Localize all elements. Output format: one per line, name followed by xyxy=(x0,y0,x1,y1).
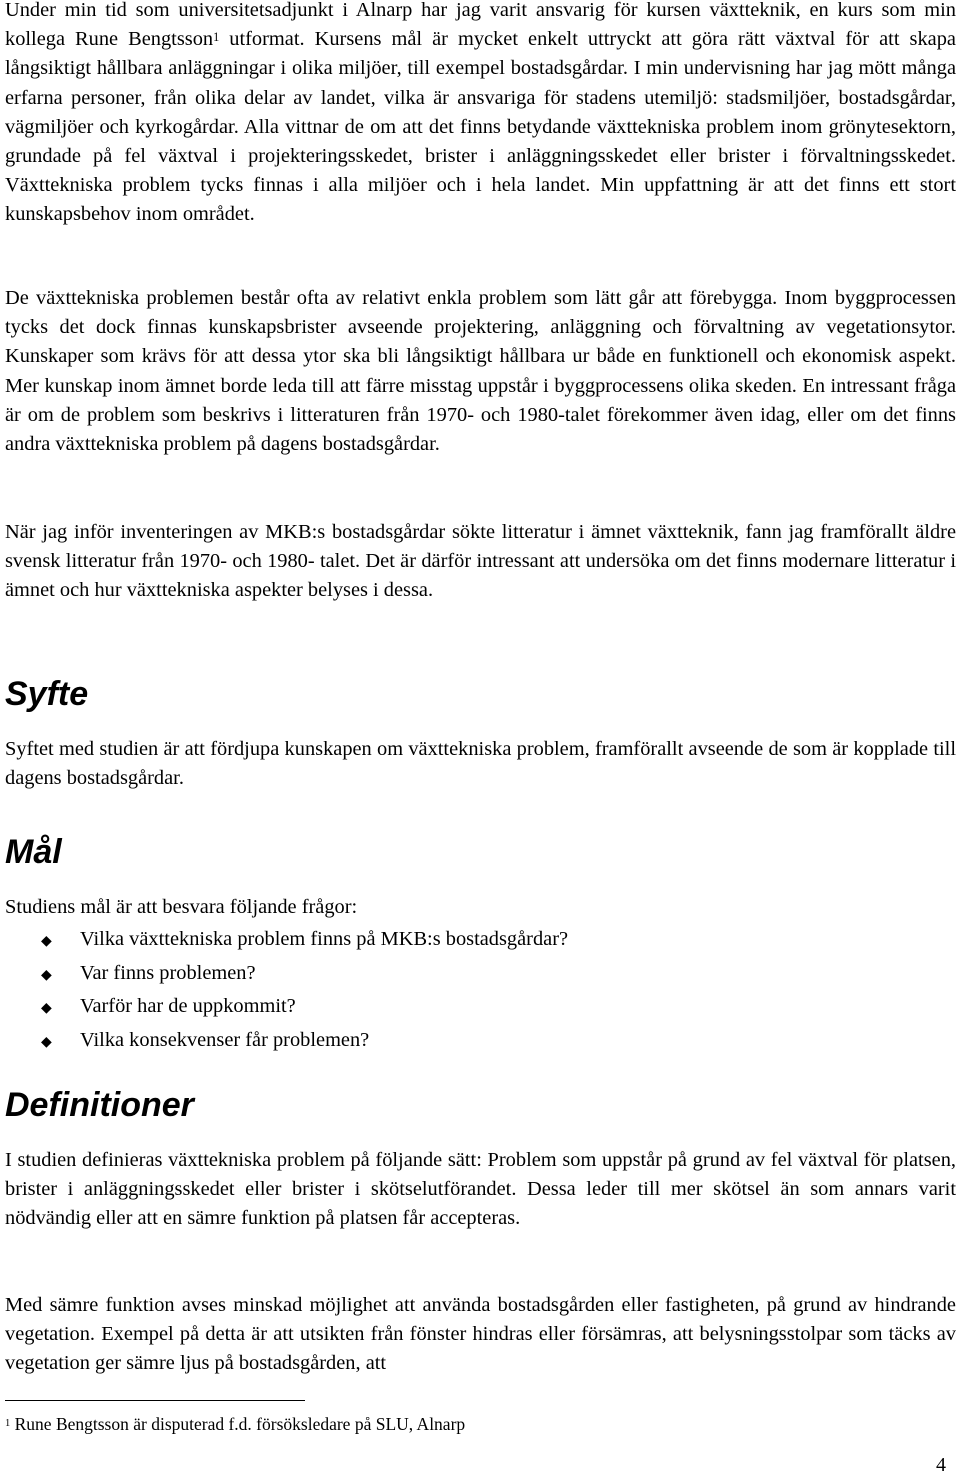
list-item xyxy=(5,991,956,1025)
intro-paragraph xyxy=(5,0,956,230)
footnote-divider xyxy=(5,1400,305,1401)
mal-paragraph: Studiens mål är att besvara följande frågor: xyxy=(5,896,358,918)
heading-mal: Mål xyxy=(5,833,62,871)
intro-text-part-2: utformat. Kursens mål är mycket enkelt uttryckt att göra rätt växtval för att skapa långsiktigt hållbara anläggningar i olika miljöer, till exempel bostadsgårdar. I min undervisning har jag mött många erfarna personer, från olika delar av landet, vilka är ansvariga för stadens utemiljö: stadsmiljöer, bostadsgårdar, vägmiljöer och kyrkogårdar. Alla vittnar de om att det finns betydande växttekniska problem inom grönytesektorn, grundade på fel växtval i projekteringsskedet, brister i anläggningsskedet eller brister i förvaltningsskedet. Växttekniska problem tycks finnas i alla miljöer och i hela landet. Min uppfattning är att det finns ett stort kunskapsbehov inom området. xyxy=(5,28,956,226)
footnote xyxy=(5,1412,465,1436)
literature-paragraph: När jag inför inventeringen av MKB:s bostadsgårdar sökte litteratur i ämnet växtteknik, fann jag framförallt äldre svensk litteratur från 1970- och 1980- talet. Det är därför intressant att undersöka om det finns modernare litteratur i ämnet och hur växttekniska aspekter belyses i dessa. xyxy=(5,521,956,602)
footnote-text: Rune Bengtsson är disputerad f.d. försöksledare på SLU, Alnarp xyxy=(10,1414,466,1434)
question-text: Var finns problemen? xyxy=(80,961,256,984)
diamond-bullet-icon: ◆ xyxy=(41,967,52,983)
syfte-paragraph: Syftet med studien är att fördjupa kunskapen om växttekniska problem, framförallt avseende de som är kopplade till dagens bostadsgårdar. xyxy=(5,738,956,790)
question-text: Vilka växttekniska problem finns på MKB:s bostadsgårdar? xyxy=(80,928,569,950)
heading-syfte: Syfte xyxy=(5,675,89,713)
page-number: 4 xyxy=(936,1454,946,1476)
definition-paragraph: I studien definieras växttekniska problem på följande sätt: Problem som uppstår på grund av fel växtval för platsen, brister i anläggningsskedet eller brister i skötselutförandet. Dessa leder till mer skötsel än som annars varit nödvändig eller att en sämre funktion på platsen får accepteras. xyxy=(5,1149,956,1230)
list-item xyxy=(5,958,956,992)
diamond-bullet-icon: ◆ xyxy=(41,1034,52,1050)
intro-text-part-1: Under min tid som universitetsadjunkt i Alnarp har jag varit ansvarig för kursen växtteknik, en kurs som min kollega Rune Bengtsson xyxy=(5,0,956,51)
function-paragraph: Med sämre funktion avses minskad möjlighet att använda bostadsgården eller fastigheten, på grund av hindrande vegetation. Exempel på detta är att utsikten från fönster hindras eller försämras, att belysningsstolpar som täcks av vegetation ger sämre ljus på bostadsgården, att xyxy=(5,1294,956,1375)
problems-paragraph: De växttekniska problemen består ofta av relativt enkla problem som lätt går att förebygga. Inom byggprocessen tycks det dock finnas kunskapsbrister avseende projektering, anläggning och förvaltning av vegetationsytor. Kunskaper som krävs för att dessa ytor ska bli långsiktigt hållbara ur både en funktionell och ekonomisk aspekt. Mer kunskap inom ämnet borde leda till att färre misstag uppstår i byggprocessens olika skeden. En intressant fråga är om de problem som beskrivs i litteraturen från 1970- och 1980-talet förekommer även idag, eller om det finns andra växttekniska problem på dagens bostadsgårdar. xyxy=(5,287,956,456)
list-item xyxy=(5,924,956,958)
question-list xyxy=(5,924,956,1058)
question-text: Vilka konsekvenser får problemen? xyxy=(80,1028,370,1051)
diamond-bullet-icon: ◆ xyxy=(41,934,52,949)
footnote-reference: 1 xyxy=(213,29,220,44)
heading-definitioner: Definitioner xyxy=(5,1086,194,1124)
diamond-bullet-icon: ◆ xyxy=(41,1001,52,1016)
list-item xyxy=(5,1025,956,1059)
question-text: Varför har de uppkommit? xyxy=(80,995,296,1017)
footnote-marker: 1 xyxy=(5,1418,11,1430)
